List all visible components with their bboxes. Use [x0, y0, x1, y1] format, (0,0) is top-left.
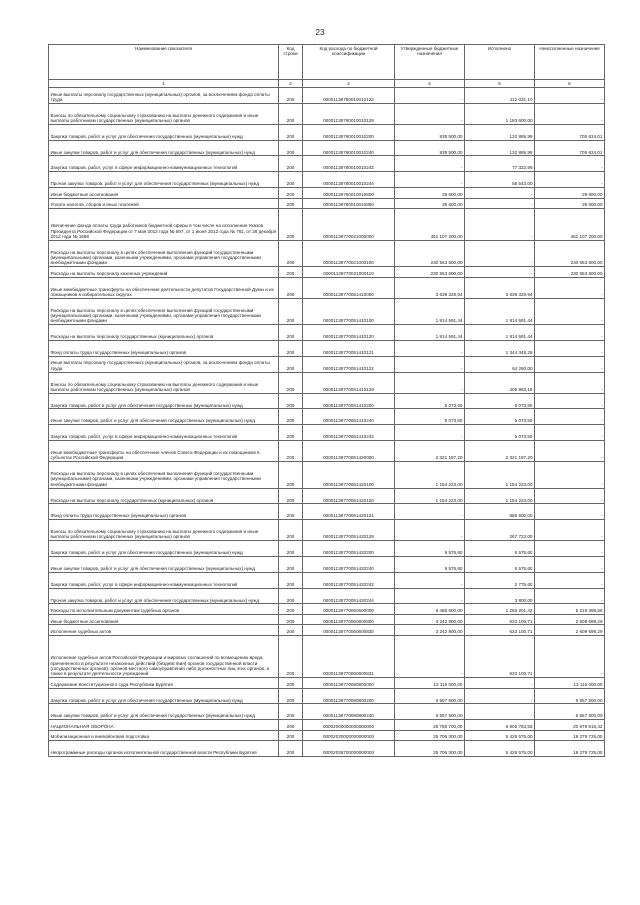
cell-name: Иные закупки товаров, работ и услуг для обеспечения государственных (муниципальных) нужд [49, 556, 279, 572]
cell-unexecuted: - [535, 462, 605, 488]
cell-unexecuted: 705 634,01 [535, 124, 605, 140]
cell-line-code: 200 [279, 572, 303, 588]
cell-line-code: 200 [279, 441, 303, 462]
table-row [49, 409, 605, 425]
cell-executed: - [465, 688, 535, 704]
cell-executed: 6 575,60 [465, 556, 535, 572]
header-line-code: Код строки [279, 45, 303, 80]
cell-executed: 2 775,60 [465, 572, 535, 588]
cell-line-code: 200 [279, 720, 303, 731]
cell-approved: - [395, 635, 465, 677]
table-row [49, 356, 605, 372]
cell-line-code: 200 [279, 298, 303, 324]
cell-expense-code: 00001138770051410100 [303, 298, 395, 324]
cell-approved: 1 154 223,00 [395, 462, 465, 488]
cell-name: Иные закупки товаров, работ и услуг для обеспечения государственных (муниципальных) нужд [49, 140, 279, 156]
cell-expense-code: 00001138770051420000 [303, 441, 395, 462]
cell-expense-code: 00001138760010010800 [303, 188, 395, 199]
cell-line-code: 200 [279, 124, 303, 140]
cell-unexecuted: - [535, 298, 605, 324]
cell-executed: 1 266 201,42 [465, 604, 535, 615]
table-row [49, 372, 605, 393]
cell-unexecuted: 19 279 725,00 [535, 730, 605, 741]
cell-approved: 1 814 591,44 [395, 325, 465, 341]
cell-expense-code: 00001138770080800200 [303, 688, 395, 704]
cell-name: Иные закупки товаров, работ и услуг для обеспечения государственных (муниципальных) нужд [49, 704, 279, 720]
cell-approved: - [395, 172, 465, 188]
cell-executed: - [465, 267, 535, 278]
cell-line-code: 200 [279, 240, 303, 266]
cell-expense-code: 00001138770051410000 [303, 277, 395, 298]
cell-line-code: 200 [279, 462, 303, 488]
cell-line-code: 200 [279, 267, 303, 278]
header-approved: Утвержденные бюджетные назначения [395, 45, 465, 80]
cell-approved: 25 785 700,00 [395, 720, 465, 731]
cell-approved: - [395, 572, 465, 588]
cell-expense-code: 00001138770051410120 [303, 325, 395, 341]
cell-expense-code: 00001138760010010129 [303, 103, 395, 124]
cell-executed: 886 500,00 [465, 504, 535, 520]
cell-unexecuted: - [535, 172, 605, 188]
cell-line-code: 200 [279, 393, 303, 409]
cell-unexecuted: 19 279 725,00 [535, 741, 605, 757]
table-row [49, 488, 605, 504]
table-row [49, 704, 605, 720]
cell-unexecuted: 2 609 699,29 [535, 625, 605, 636]
cell-approved: 3 242 800,00 [395, 625, 465, 636]
cell-expense-code: 00001138770080800000 [303, 678, 395, 689]
cell-name: Иные закупки товаров, работ и услуг для обеспечения государственных (муниципальных) нужд [49, 409, 279, 425]
cell-approved: - [395, 356, 465, 372]
cell-executed: 6 426 575,00 [465, 730, 535, 741]
cell-line-code: 200 [279, 209, 303, 241]
cell-name: Закупка товаров, работ, услуг в сфере информационно-коммуникационных технологий [49, 156, 279, 172]
cell-name: Взносы по обязательному социальному страхованию на выплаты денежного содержания и иные выплаты работникам государственных (муниципальных) органов [49, 372, 279, 393]
table-row [49, 298, 605, 324]
table-header-row [49, 45, 605, 80]
header-unexecuted: Неисполненные назначения [535, 45, 605, 80]
cell-unexecuted: 6 557 500,00 [535, 704, 605, 720]
cell-approved: 5 073,50 [395, 393, 465, 409]
cell-unexecuted: - [535, 277, 605, 298]
table-row [49, 393, 605, 409]
cell-executed: 132 865,99 [465, 124, 535, 140]
cell-expense-code: 00001138760010010240 [303, 140, 395, 156]
cell-name: Расходы на выплаты персоналу в целях обеспечения выполнения функций государственными (муниципальными) органами, казенными учреждениями, органами управления государственными внебюджетными фондами [49, 298, 279, 324]
cell-executed: 6 426 575,00 [465, 741, 535, 757]
cell-line-code: 200 [279, 625, 303, 636]
table-row [49, 556, 605, 572]
cell-executed: 1 183 600,00 [465, 103, 535, 124]
table-row [49, 741, 605, 757]
cell-unexecuted: - [535, 409, 605, 425]
table-row [49, 688, 605, 704]
cell-approved: - [395, 156, 465, 172]
cell-approved: 2 321 197,20 [395, 441, 465, 462]
cell-approved: 1 154 223,00 [395, 488, 465, 504]
cell-unexecuted: 2 609 699,29 [535, 614, 605, 625]
cell-name: Фонд оплаты труда государственных (муниципальных) органов [49, 504, 279, 520]
cell-expense-code: 00001138770051410121 [303, 340, 395, 356]
table-row [49, 340, 605, 356]
cell-line-code: 200 [279, 556, 303, 572]
cell-executed: - [465, 240, 535, 266]
cell-expense-code: 00001138770051420100 [303, 462, 395, 488]
cell-approved: 838 500,00 [395, 124, 465, 140]
table-row [49, 88, 605, 104]
page-number: 23 [315, 28, 325, 37]
cell-unexecuted: - [535, 393, 605, 409]
cell-unexecuted: 13 115 000,00 [535, 678, 605, 689]
cell-line-code: 200 [279, 156, 303, 172]
cell-name: Содержание Конституционного суда Республики Бурятия [49, 678, 279, 689]
cell-line-code: 200 [279, 188, 303, 199]
column-number: 2 [279, 80, 303, 88]
cell-approved: 25 706 300,00 [395, 730, 465, 741]
table-row [49, 198, 605, 209]
cell-expense-code: 00001138770051410200 [303, 393, 395, 409]
cell-approved: - [395, 340, 465, 356]
cell-executed: 1 344 348,28 [465, 340, 535, 356]
cell-name: Иные бюджетные ассигнования [49, 614, 279, 625]
cell-line-code: 200 [279, 409, 303, 425]
cell-name: Закупка товаров, работ и услуг для обеспечения государственных (муниципальных) нужд [49, 393, 279, 409]
cell-unexecuted: 29 600,00 [535, 198, 605, 209]
cell-approved: 1 814 591,44 [395, 298, 465, 324]
table-row [49, 588, 605, 604]
cell-line-code: 200 [279, 520, 303, 541]
cell-name: Исполнение судебных актов Российской Федерации и мировых соглашений по возмещению вреда, причиненного в результате незаконных действий (бездействия) органов государственной власти (государственных органов), органов местного самоуправления либо должностных лиц этих органов, а также в результате деятельности учреждений [49, 635, 279, 677]
cell-name: Иные межбюджетные трансферты на обеспечение деятельности депутатов Государственной Думы и их помощников в избирательных округах [49, 277, 279, 298]
cell-name: Расходы на выплаты персоналу государственных (муниципальных) органов [49, 488, 279, 504]
cell-name: Расходы по исполнительным документам судебных органов [49, 604, 279, 615]
column-number: 6 [535, 80, 605, 88]
cell-approved: 838 500,00 [395, 140, 465, 156]
cell-expense-code: 00001138770060600831 [303, 635, 395, 677]
cell-line-code: 200 [279, 541, 303, 557]
cell-unexecuted: 5 219 398,58 [535, 604, 605, 615]
cell-approved: - [395, 520, 465, 541]
cell-unexecuted: - [535, 156, 605, 172]
cell-approved: 6 575,60 [395, 556, 465, 572]
cell-approved: 13 115 000,00 [395, 678, 465, 689]
table-row [49, 425, 605, 441]
table-row [49, 188, 605, 199]
cell-unexecuted: - [535, 488, 605, 504]
cell-expense-code: 00002038700000000000 [303, 741, 395, 757]
cell-executed: 6 806 783,58 [465, 720, 535, 731]
cell-executed: 1 814 591,44 [465, 325, 535, 341]
cell-expense-code: 00001138760010010850 [303, 198, 395, 209]
cell-expense-code: 00001138770051420121 [303, 504, 395, 520]
cell-name: Иные межбюджетные трансферты на обеспечение членов Совета Федерации и их помощников в субъектах Российской Федерации [49, 441, 279, 462]
cell-unexecuted: - [535, 340, 605, 356]
cell-name: Закупка товаров, работ и услуг для обеспечения государственных (муниципальных) нужд [49, 541, 279, 557]
cell-executed: 5 073,50 [465, 393, 535, 409]
table-row [49, 572, 605, 588]
cell-executed: 1 154 223,00 [465, 462, 535, 488]
cell-expense-code: 00001138770051420244 [303, 588, 395, 604]
cell-name: Иные выплаты персоналу государственных (муниципальных) органов, за исключением фонда оплаты труда [49, 356, 279, 372]
cell-line-code: 200 [279, 372, 303, 393]
table-row [49, 172, 605, 188]
cell-executed: 633 100,71 [465, 635, 535, 677]
budget-execution-table [48, 44, 605, 757]
table-row [49, 614, 605, 625]
cell-name: Закупка товаров, работ и услуг для обеспечения государственных (муниципальных) нужд [49, 124, 279, 140]
cell-unexecuted: 6 557 500,00 [535, 688, 605, 704]
cell-name: Закупка товаров, работ и услуг для обеспечения государственных (муниципальных) нужд [49, 688, 279, 704]
cell-approved: - [395, 103, 465, 124]
table-row [49, 604, 605, 615]
cell-name: НАЦИОНАЛЬНАЯ ОБОРОНА [49, 720, 279, 731]
cell-name: Прочая закупка товаров, работ и услуг для обеспечения государственных (муниципальных) нужд [49, 172, 279, 188]
cell-expense-code: 00001138770051420240 [303, 556, 395, 572]
cell-unexecuted: - [535, 588, 605, 604]
table-row [49, 103, 605, 124]
cell-approved: - [395, 504, 465, 520]
cell-approved: 25 706 300,00 [395, 741, 465, 757]
cell-line-code: 200 [279, 172, 303, 188]
cell-approved: 6 557 500,00 [395, 688, 465, 704]
cell-expense-code: 00001138770060600830 [303, 625, 395, 636]
cell-unexecuted: - [535, 88, 605, 104]
cell-executed: 3 639 329,94 [465, 277, 535, 298]
cell-line-code: 200 [279, 730, 303, 741]
cell-executed: 132 865,99 [465, 140, 535, 156]
column-number: 4 [395, 80, 465, 88]
table-row [49, 720, 605, 731]
table-row [49, 520, 605, 541]
cell-line-code: 200 [279, 588, 303, 604]
cell-approved: 230 553 600,00 [395, 240, 465, 266]
cell-executed: - [465, 704, 535, 720]
cell-unexecuted: - [535, 356, 605, 372]
cell-line-code: 200 [279, 688, 303, 704]
cell-name: Мобилизационная и вневойсковая подготовка [49, 730, 279, 741]
cell-line-code: 200 [279, 340, 303, 356]
table-row [49, 325, 605, 341]
cell-approved: 6 575,60 [395, 541, 465, 557]
cell-approved: 6 557 500,00 [395, 704, 465, 720]
cell-name: Расходы на выплаты персоналу государственных (муниципальных) органов [49, 325, 279, 341]
cell-executed: 1 154 223,00 [465, 488, 535, 504]
cell-executed: 112 031,10 [465, 88, 535, 104]
cell-name: Исполнение судебных актов [49, 625, 279, 636]
cell-expense-code: 00001138770051420120 [303, 488, 395, 504]
cell-expense-code: 00002000000000000000 [303, 720, 395, 731]
cell-expense-code: 00001138760010010242 [303, 156, 395, 172]
cell-line-code: 200 [279, 678, 303, 689]
cell-unexecuted: 20 978 916,42 [535, 720, 605, 731]
cell-expense-code: 00001138760010010122 [303, 88, 395, 104]
cell-approved: - [395, 588, 465, 604]
table-row [49, 277, 605, 298]
cell-approved: - [395, 372, 465, 393]
cell-unexecuted: - [535, 635, 605, 677]
table-row [49, 124, 605, 140]
column-number: 5 [465, 80, 535, 88]
cell-executed: 55 543,00 [465, 172, 535, 188]
cell-line-code: 200 [279, 198, 303, 209]
header-expense-code: Код расхода по бюджетной классификации [303, 45, 395, 80]
cell-line-code: 200 [279, 614, 303, 625]
cell-executed: 267 723,00 [465, 520, 535, 541]
table-row [49, 625, 605, 636]
cell-unexecuted: - [535, 520, 605, 541]
table-row [49, 678, 605, 689]
cell-executed: 6 575,60 [465, 541, 535, 557]
table-row [49, 730, 605, 741]
cell-executed: 64 260,00 [465, 356, 535, 372]
table-row [49, 541, 605, 557]
cell-unexecuted: - [535, 556, 605, 572]
cell-executed: 633 100,71 [465, 625, 535, 636]
cell-line-code: 200 [279, 604, 303, 615]
cell-expense-code: 00001138760010010200 [303, 124, 395, 140]
cell-unexecuted: - [535, 103, 605, 124]
cell-expense-code: 00001138770051410240 [303, 409, 395, 425]
cell-expense-code: 00001138770051420129 [303, 520, 395, 541]
cell-approved: 6 485 600,00 [395, 604, 465, 615]
cell-line-code: 200 [279, 635, 303, 677]
cell-unexecuted: - [535, 441, 605, 462]
cell-name: Закупка товаров, работ, услуг в сфере информационно-коммуникационных технологий [49, 572, 279, 588]
cell-expense-code: 00001138770051410122 [303, 356, 395, 372]
cell-approved: 3 242 800,00 [395, 614, 465, 625]
cell-line-code: 200 [279, 325, 303, 341]
cell-name: Взносы по обязательному социальному страхованию на выплаты денежного содержания и иные выплаты работникам государственных (муниципальных) органов [49, 520, 279, 541]
cell-expense-code: 00001138770021000110 [303, 267, 395, 278]
cell-expense-code: 00001138770051410129 [303, 372, 395, 393]
header-name: Наименование показателя [49, 45, 279, 80]
cell-name: Фонд оплаты труда государственных (муниципальных) органов [49, 340, 279, 356]
cell-name: Закупка товаров, работ, услуг в сфере информационно-коммуникационных технологий [49, 425, 279, 441]
column-number: 1 [49, 80, 279, 88]
cell-name: Прочая закупка товаров, работ и услуг для обеспечения государственных (муниципальных) нужд [49, 588, 279, 604]
table-row [49, 635, 605, 677]
cell-executed: - [465, 188, 535, 199]
cell-expense-code: 00002030000000000000 [303, 730, 395, 741]
cell-expense-code: 00001138770051420242 [303, 572, 395, 588]
cell-executed: - [465, 198, 535, 209]
table-row [49, 267, 605, 278]
cell-approved: 29 600,00 [395, 198, 465, 209]
cell-executed: 1 814 591,44 [465, 298, 535, 324]
cell-expense-code: 00001138770060600800 [303, 614, 395, 625]
cell-unexecuted: 230 553 600,00 [535, 240, 605, 266]
cell-name: Уплата налогов, сборов и иных платежей [49, 198, 279, 209]
cell-executed: 77 322,99 [465, 156, 535, 172]
cell-name: Взносы по обязательному социальному страхованию на выплаты денежного содержания и иные выплаты работникам государственных (муниципальных) органов [49, 103, 279, 124]
table-row [49, 156, 605, 172]
cell-line-code: 200 [279, 425, 303, 441]
cell-unexecuted: 230 553 600,00 [535, 267, 605, 278]
cell-name: Расходы на выплаты персоналу в целях обеспечения выполнения функций государственными (муниципальными) органами, казенными учреждениями, органами управления государственными внебюджетными фондами [49, 240, 279, 266]
cell-approved: 461 107 200,00 [395, 209, 465, 241]
cell-executed: - [465, 209, 535, 241]
cell-line-code: 200 [279, 103, 303, 124]
cell-executed: 3 800,00 [465, 588, 535, 604]
cell-executed: 5 073,50 [465, 425, 535, 441]
cell-name: Расходы на выплаты персоналу казенных учреждений [49, 267, 279, 278]
cell-executed: 5 073,50 [465, 409, 535, 425]
cell-line-code: 200 [279, 704, 303, 720]
column-number: 3 [303, 80, 395, 88]
header-executed: Исполнено [465, 45, 535, 80]
table-row [49, 441, 605, 462]
table-row [49, 209, 605, 241]
cell-executed: 2 321 197,20 [465, 441, 535, 462]
cell-unexecuted: - [535, 541, 605, 557]
cell-expense-code: 00001138770080800240 [303, 704, 395, 720]
cell-unexecuted: 29 600,00 [535, 188, 605, 199]
cell-expense-code: 00001138770051410242 [303, 425, 395, 441]
cell-line-code: 200 [279, 88, 303, 104]
column-number-row [49, 80, 605, 88]
cell-executed: 405 983,16 [465, 372, 535, 393]
cell-unexecuted: - [535, 372, 605, 393]
cell-unexecuted: 461 107 200,00 [535, 209, 605, 241]
cell-approved: - [395, 425, 465, 441]
cell-unexecuted: 705 634,01 [535, 140, 605, 156]
cell-unexecuted: - [535, 325, 605, 341]
table-row [49, 462, 605, 488]
cell-line-code: 200 [279, 504, 303, 520]
cell-unexecuted: - [535, 504, 605, 520]
cell-approved: 29 600,00 [395, 188, 465, 199]
cell-name: Непрограммные расходы органов исполнительной государственной власти Республики Бурятия [49, 741, 279, 757]
cell-expense-code: 00001138760010010244 [303, 172, 395, 188]
cell-name: Иные бюджетные ассигнования [49, 188, 279, 199]
table-row [49, 240, 605, 266]
cell-name: Расходы на выплаты персоналу в целях обеспечения выполнения функций государственными (муниципальными) органами, казенными учреждениями, органами управления государственными внебюджетными фондами [49, 462, 279, 488]
cell-approved: 230 553 600,00 [395, 267, 465, 278]
cell-executed: 633 100,71 [465, 614, 535, 625]
cell-line-code: 200 [279, 488, 303, 504]
cell-line-code: 200 [279, 277, 303, 298]
table-body [49, 88, 605, 757]
cell-expense-code: 00001138770021000000 [303, 209, 395, 241]
cell-line-code: 200 [279, 140, 303, 156]
cell-line-code: 200 [279, 356, 303, 372]
cell-expense-code: 00001138770060600000 [303, 604, 395, 615]
cell-approved: 5 073,50 [395, 409, 465, 425]
cell-name: Иные выплаты персоналу государственных (муниципальных) органов, за исключением фонда оплаты труда [49, 88, 279, 104]
cell-executed: - [465, 678, 535, 689]
cell-unexecuted: - [535, 572, 605, 588]
table-row [49, 504, 605, 520]
cell-expense-code: 00001138770051420200 [303, 541, 395, 557]
cell-unexecuted: - [535, 425, 605, 441]
cell-approved: - [395, 88, 465, 104]
cell-expense-code: 00001138770021000100 [303, 240, 395, 266]
table-row [49, 140, 605, 156]
cell-name: Увеличение фонда оплаты труда работников бюджетной сферы в том числе на исполнение Указов Президента Российской Федерации от 7 мая 2012 года № 597, от 1 июня 2012 года № 761, от 28 декабря 2012 года № 1688 [49, 209, 279, 241]
cell-line-code: 200 [279, 741, 303, 757]
cell-approved: 3 639 329,94 [395, 277, 465, 298]
